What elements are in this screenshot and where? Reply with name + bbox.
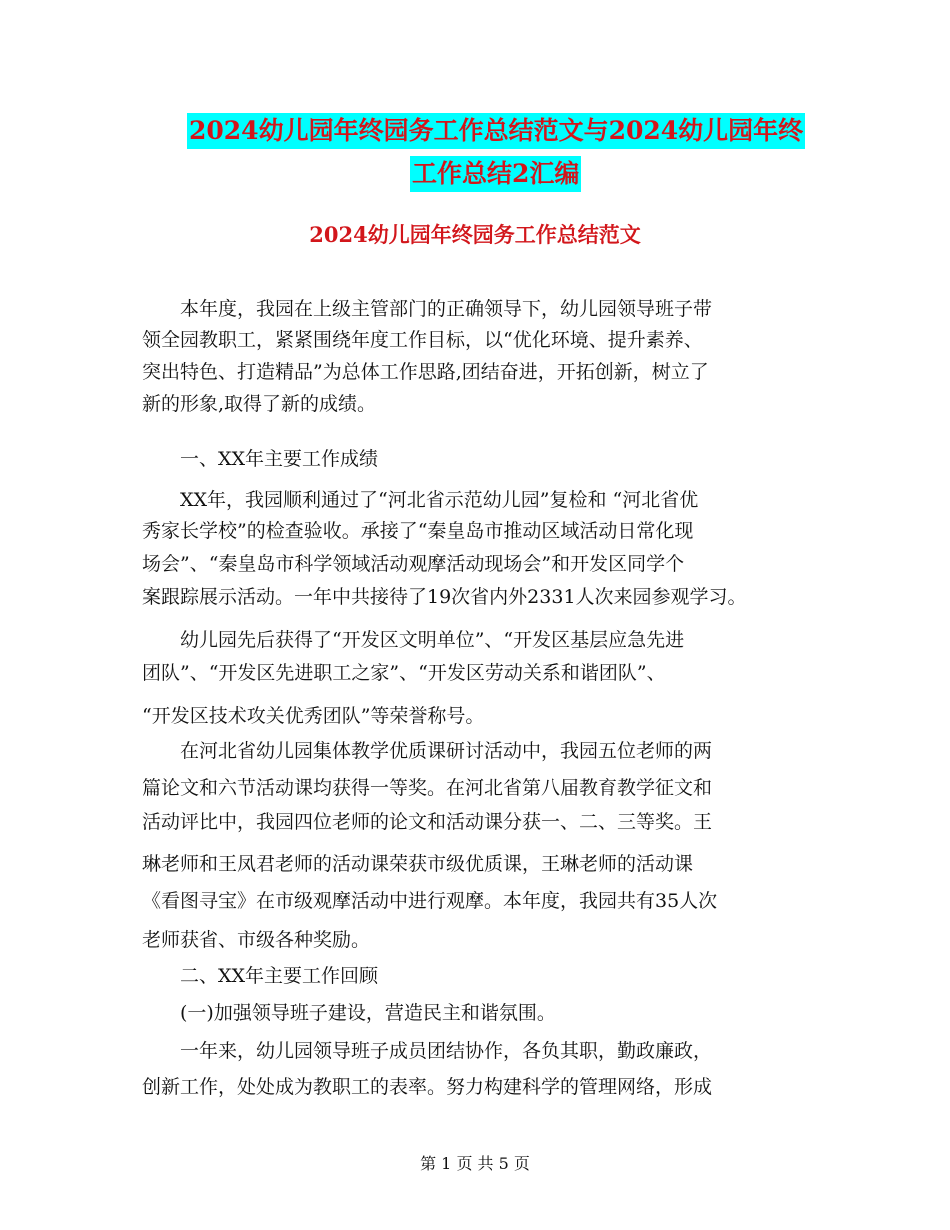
- body-line: 一年来，幼儿园领导班子成员团结协作，各负其职，勤政廉政，: [142, 1040, 713, 1062]
- body-line: 活动评比中，我园四位老师的论文和活动课分获一、二、三等奖。王: [142, 811, 713, 833]
- body-line: 幼儿园先后获得了“开发区文明单位”、“开发区基层应急先进: [142, 629, 685, 651]
- body-line: 新的形象,取得了新的成绩。: [142, 393, 377, 415]
- body-line: 创新工作，处处成为教职工的表率。努力构建科学的管理网络，形成: [142, 1076, 713, 1098]
- body-line: 老师获省、市级各种奖励。: [142, 929, 371, 951]
- body-line: 一、XX年主要工作成绩: [142, 448, 379, 470]
- body-line: 领全园教职工，紧紧围绕年度工作目标，以“优化环境、提升素养、: [142, 329, 703, 351]
- body-line: “开发区技术攻关优秀团队”等荣誉称号。: [142, 705, 485, 727]
- body-line: 二、XX年主要工作回顾: [142, 965, 379, 987]
- body-line: 突出特色、打造精品”为总体工作思路,团结奋进，开拓创新，树立了: [142, 361, 709, 383]
- body-line: 案跟踪展示活动。一年中共接待了19次省内外2331人次来园参观学习。: [142, 586, 747, 608]
- body-line: XX年，我园顺利通过了“河北省示范幼儿园”复检和 “河北省优: [142, 489, 699, 511]
- section-title: 2024幼儿园年终园务工作总结范文: [309, 222, 641, 247]
- body-line: 秀家长学校”的检查验收。承接了“秦皇岛市推动区域活动日常化现: [142, 520, 694, 542]
- document-title-line-1: 2024幼儿园年终园务工作总结范文与2024幼儿园年终: [187, 113, 805, 149]
- body-line: 《看图寻宝》在市级观摩活动中进行观摩。本年度，我园共有35人次: [142, 890, 718, 912]
- body-line: 本年度，我园在上级主管部门的正确领导下，幼儿园领导班子带: [142, 298, 713, 320]
- body-line: (一)加强领导班子建设，营造民主和谐氛围。: [142, 1002, 556, 1024]
- document-title-line-2: 工作总结2汇编: [410, 156, 581, 192]
- body-line: 在河北省幼儿园集体教学优质课研讨活动中，我园五位老师的两: [142, 740, 713, 762]
- body-line: 团队”、“开发区先进职工之家”、“开发区劳动关系和谐团队”、: [142, 662, 666, 684]
- body-line: 篇论文和六节活动课均获得一等奖。在河北省第八届教育教学征文和: [142, 777, 713, 799]
- body-line: 琳老师和王凤君老师的活动课荣获市级优质课，王琳老师的活动课: [142, 853, 694, 875]
- page-number-footer: 第 1 页 共 5 页: [420, 1154, 530, 1173]
- body-line: 场会”、“秦皇岛市科学领域活动观摩活动现场会”和开发区同学个: [142, 553, 685, 575]
